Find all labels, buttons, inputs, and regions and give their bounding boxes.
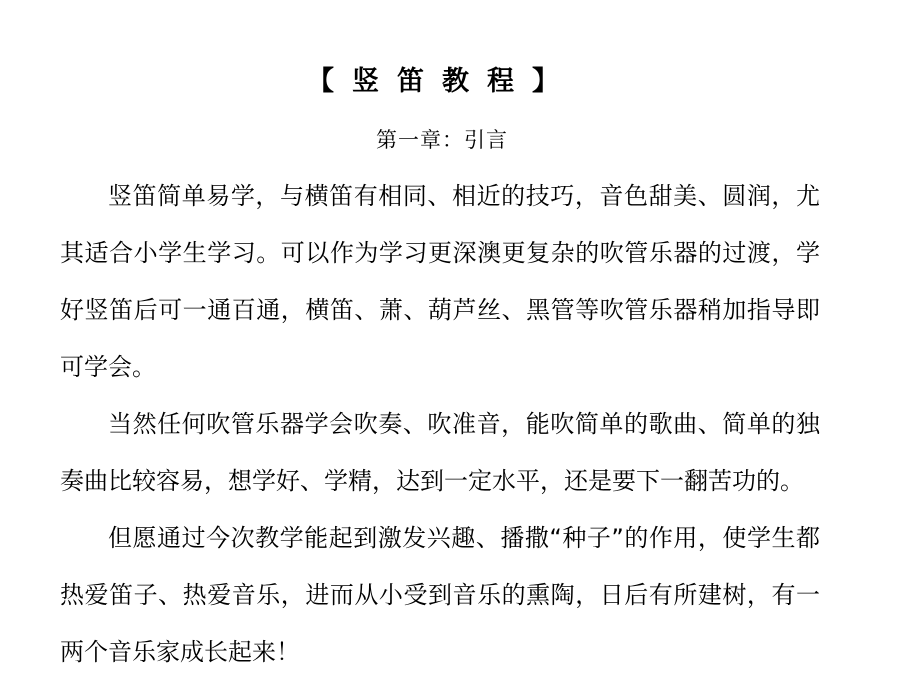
document-body [60, 168, 820, 681]
chapter-heading: 第一章：引言 [376, 128, 508, 152]
document-title: 【竖笛教程】 [307, 66, 577, 97]
paragraph-practice: 当然任何吹管乐器学会吹奏、吹准音，能吹简单的歌曲、简单的独奏曲比较容易，想学好、学精，达到一定水平，还是要下一翻苦功的。 [60, 410, 820, 495]
paragraph-hope: 但愿通过今次教学能起到激发兴趣、播撒“种子”的作用，使学生都热爱笛子、热爱音乐，进而从小受到音乐的熏陶，日后有所建树，有一两个音乐家成长起来！ [60, 524, 820, 666]
paragraph-intro: 竖笛简单易学，与横笛有相同、相近的技巧，音色甜美、圆润，尤其适合小学生学习。可以作为学习更深澳更复杂的吹管乐器的过渡，学好竖笛后可一通百通，横笛、萧、葫芦丝、黑管等吹管乐器稍加指导即可学会。 [60, 182, 820, 381]
